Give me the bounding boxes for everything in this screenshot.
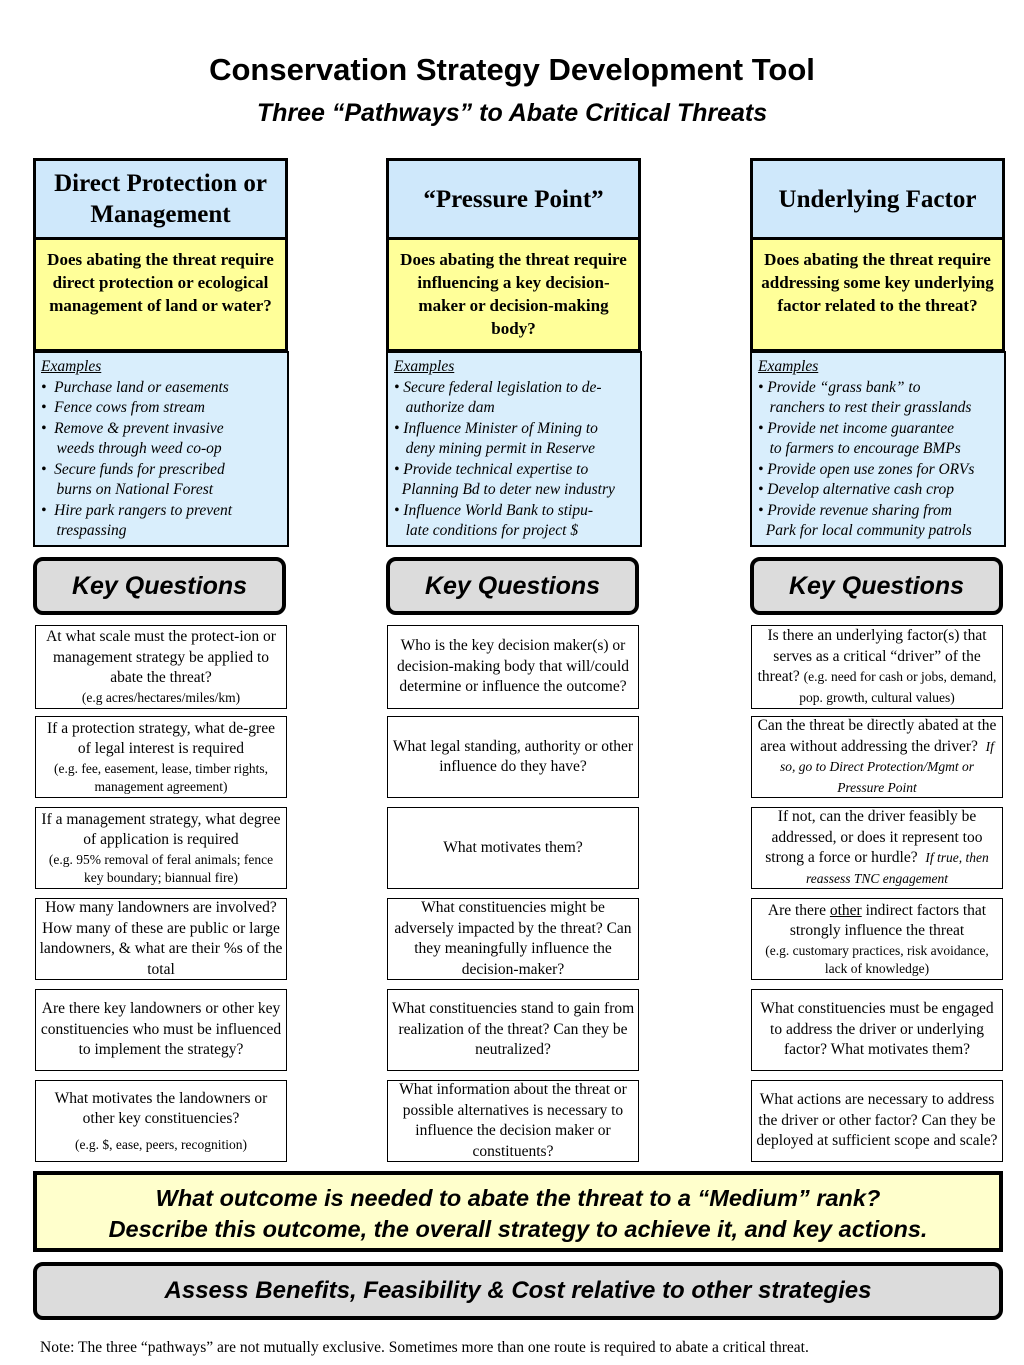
key-question-box	[387, 1080, 639, 1162]
examples-list: • Purchase land or easements • Fence cows from stream • Remove & prevent invasive weeds through weed co-op • Secure funds for prescribed burns on National Forest • Hire park rangers to prevent trespassing	[41, 378, 233, 539]
question-main: Is there an underlying factor(s) that serves as a critical “driver” of the threat?	[757, 627, 987, 685]
key-question-box	[35, 1080, 287, 1162]
question-text	[755, 716, 999, 798]
question-hint: If true, then reassess TNC engagement	[806, 850, 989, 886]
assess-box: Assess Benefits, Feasibility & Cost relative to other strategies	[33, 1262, 1003, 1320]
question-text: What constituencies stand to gain from realization of the threat? Can they be neutralized?	[391, 1000, 635, 1059]
question-text: What motivates them?	[443, 838, 583, 856]
question-main: Can the threat be directly abated at the area without addressing the driver?	[757, 717, 997, 755]
question-example: (e.g. fee, easement, lease, timber rights, management agreement)	[53, 760, 269, 794]
pathway-heading: “Pressure Point”	[386, 158, 641, 240]
question-text: What constituencies might be adversely impacted by the threat? Can they meaningfully influence the decision-maker?	[394, 899, 632, 978]
examples-title: Examples	[41, 358, 102, 375]
examples-title: Examples	[758, 358, 819, 375]
key-question-box	[387, 716, 639, 798]
key-question-box	[387, 807, 639, 889]
question-example: (e.g. customary practices, risk avoidance, lack of knowledge)	[765, 942, 989, 976]
key-question-box	[751, 716, 1003, 798]
outcome-line-1: What outcome is needed to abate the threat to a “Medium” rank?	[155, 1185, 881, 1211]
key-question-box	[35, 716, 287, 798]
key-question-box	[387, 898, 639, 980]
question-text: At what scale must the protect-ion or management strategy be applied to abate the threat?	[46, 628, 276, 687]
question-main: If not, can the driver feasibly be addressed, or does it represent too strong a force or hurdle?	[765, 808, 983, 866]
page-title: Conservation Strategy Development Tool	[209, 52, 815, 87]
outcome-line-2: Describe this outcome, the overall strategy to achieve it, and key actions.	[108, 1216, 928, 1242]
key-questions-header: Key Questions	[386, 557, 639, 615]
question-text	[755, 626, 999, 708]
examples-title: Examples	[394, 358, 455, 375]
question-example: (e.g. 95% removal of feral animals; fence key boundary; biannual fire)	[48, 851, 274, 885]
question-text	[755, 901, 999, 942]
question-text: What motivates the landowners or other key constituencies?	[54, 1089, 268, 1127]
footnote: Note: The three “pathways” are not mutually exclusive. Sometimes more than one route is required to abate a critical threat.	[40, 1339, 809, 1356]
question-text: How many landowners are involved? How many of these are public or large landowners, & what are their %s of the total	[39, 899, 283, 978]
question-text: Are there key landowners or other key constituencies who must be influenced to implement the strategy?	[40, 1000, 282, 1059]
question-text: What information about the threat or possible alternatives is necessary to influence the decision maker or constituents?	[399, 1081, 627, 1160]
question-example: (e.g. $, ease, peers, recognition)	[74, 1136, 248, 1152]
key-questions-header: Key Questions	[750, 557, 1003, 615]
key-questions-header: Key Questions	[33, 557, 286, 615]
key-question-box	[35, 625, 287, 709]
question-text: What actions are necessary to address the driver or other factor? Can they be deployed at sufficient scope and scale?	[756, 1091, 998, 1150]
question-text: If a management strategy, what degree of application is required	[41, 810, 281, 848]
key-question-box	[751, 625, 1003, 709]
pathway-heading: Underlying Factor	[750, 158, 1005, 240]
pathway-question: Does abating the threat require influencing a key decision-maker or decision-making body?	[386, 238, 641, 352]
key-question-box	[35, 807, 287, 889]
key-question-box	[751, 807, 1003, 889]
pathway-examples	[33, 351, 289, 547]
pathway-question: Does abating the threat require direct protection or ecological management of land or water?	[33, 238, 288, 352]
question-text: What constituencies must be engaged to address the driver or underlying factor? What motivates them?	[760, 1000, 994, 1059]
question-main: indirect factors that strongly influence the threat	[789, 901, 987, 939]
key-question-box	[751, 989, 1003, 1071]
pathway-examples	[750, 351, 1006, 547]
question-emphasis: other	[829, 901, 862, 919]
key-question-box	[751, 898, 1003, 980]
question-text	[755, 807, 999, 889]
pathway-heading: Direct Protection or Management	[33, 158, 288, 240]
question-hint: If so, go to Direct Protection/Mgmt or Pressure Point	[780, 738, 994, 795]
page-subtitle: Three “Pathways” to Abate Critical Threats	[256, 99, 768, 127]
examples-list: • Provide “grass bank” to ranchers to rest their grasslands • Provide net income guarantee to farmers to encourage BMPs • Provide open use zones for ORVs • Develop alternative cash crop • Provide revenue sharing from Park for local community patrols	[758, 378, 975, 539]
examples-list: • Secure federal legislation to de- authorize dam • Influence Minister of Mining to deny mining permit in Reserve • Provide technical expertise to Planning Bd to deter new industry • Influence World Bank to stipu- late conditions for project $	[394, 378, 615, 539]
key-question-box	[35, 989, 287, 1071]
question-main: Are there	[767, 901, 826, 919]
pathway-question: Does abating the threat require addressing some key underlying factor related to the threat?	[750, 238, 1005, 352]
pathway-examples	[386, 351, 642, 547]
outcome-box	[33, 1171, 1003, 1252]
question-text: What legal standing, authority or other influence do they have?	[392, 737, 634, 775]
key-question-box	[35, 898, 287, 980]
question-text: Who is the key decision maker(s) or decision-making body that will/could determine or influence the outcome?	[396, 637, 630, 696]
key-question-box	[751, 1080, 1003, 1162]
question-example: (e.g. need for cash or jobs, demand, pop. growth, cultural values)	[799, 669, 997, 705]
key-question-box	[387, 989, 639, 1071]
question-text: If a protection strategy, what de-gree of legal interest is required	[47, 719, 275, 757]
question-example: (e.g acres/hectares/miles/km)	[81, 689, 241, 705]
key-question-box	[387, 625, 639, 709]
